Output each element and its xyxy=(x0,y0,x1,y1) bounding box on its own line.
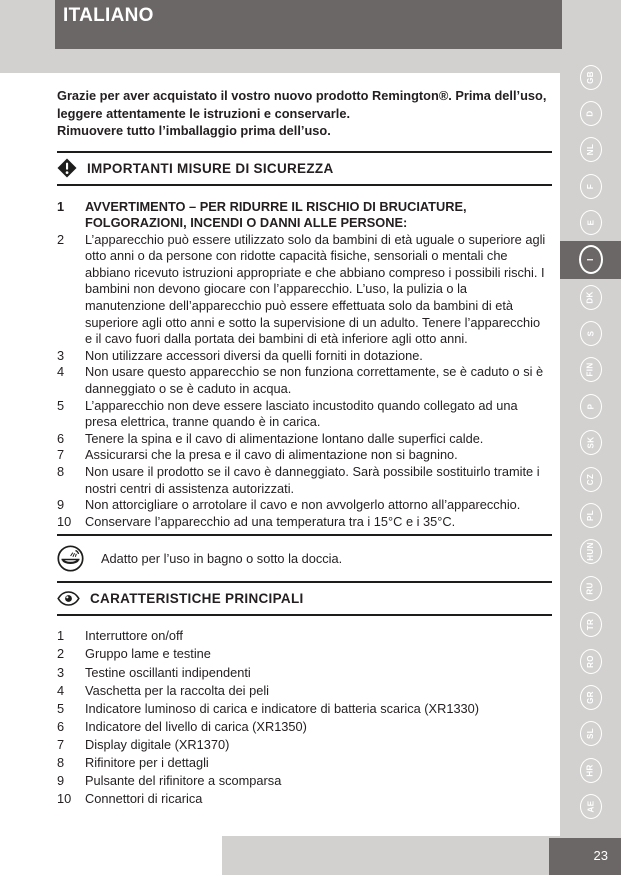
page-title: ITALIANO xyxy=(63,5,154,26)
item-number: 5 xyxy=(57,397,65,413)
intro-paragraph-1: Grazie per aver acquistato il vostro nuovo prodotto Remington®. Prima dell’uso, leggere attentamente le istruzioni e conservarle. xyxy=(57,88,547,121)
language-tab-ring xyxy=(580,685,602,710)
page-number-box xyxy=(549,838,621,875)
language-tab-ring xyxy=(580,576,602,601)
warning-icon xyxy=(57,158,77,178)
language-tab-ring xyxy=(580,137,602,162)
language-tab-ring xyxy=(580,65,602,90)
item-text: Non attorcigliare o arrotolare il cavo e non avvolgerlo attorno all’apparecchio. xyxy=(85,497,521,513)
language-tab-ring xyxy=(580,210,602,235)
item-text: Indicatore luminoso di carica e indicatore di batteria scarica (XR1330) xyxy=(85,700,480,716)
language-code: SK xyxy=(585,436,595,449)
list-item xyxy=(57,700,552,718)
language-tab xyxy=(560,534,621,570)
language-code: F xyxy=(585,183,595,190)
bath-shower-icon xyxy=(57,545,84,572)
section-header-safety xyxy=(57,153,552,184)
language-code: DK xyxy=(585,290,595,304)
language-tab xyxy=(560,570,621,606)
item-number: 6 xyxy=(57,430,65,446)
bath-suitability-note xyxy=(57,541,552,575)
intro-paragraph-2: Rimuovere tutto l’imballaggio prima dell’uso. xyxy=(57,123,331,138)
item-text: Display digitale (XR1370) xyxy=(85,736,230,752)
item-number: 8 xyxy=(57,755,65,771)
language-tab xyxy=(560,315,621,351)
item-text: Rifinitore per i dettagli xyxy=(85,755,209,771)
item-text: Pulsante del rifinitore a scomparsa xyxy=(85,773,282,789)
language-code: AE xyxy=(585,800,595,813)
language-tab xyxy=(560,241,621,279)
item-number: 1 xyxy=(57,198,65,214)
list-item xyxy=(57,664,552,682)
list-item xyxy=(57,364,552,397)
language-code: E xyxy=(586,219,595,226)
item-number: 4 xyxy=(57,682,65,698)
language-tab-sidebar xyxy=(560,59,621,825)
item-text: Indicatore del livello di carica (XR1350) xyxy=(85,718,307,734)
language-code: CZ xyxy=(586,473,595,485)
language-tab xyxy=(560,679,621,715)
item-text: Conservare l’apparecchio ad una temperatura tra i 15°C e i 35°C. xyxy=(85,513,456,529)
language-tab-ring xyxy=(580,758,602,783)
language-tab xyxy=(560,788,621,824)
language-tab-ring xyxy=(580,649,602,674)
language-code: GR xyxy=(586,691,595,704)
language-tab xyxy=(560,59,621,95)
list-item xyxy=(57,682,552,700)
item-text: Non usare questo apparecchio se non funziona correttamente, se è caduto o si è danneggiato o se è caduto in acqua. xyxy=(85,364,544,397)
language-code: S xyxy=(586,330,595,337)
language-tab xyxy=(560,352,621,388)
list-item xyxy=(57,718,552,736)
list-item xyxy=(57,447,552,464)
language-tab xyxy=(560,279,621,315)
list-item xyxy=(57,199,552,232)
item-number: 3 xyxy=(57,664,65,680)
language-tab xyxy=(560,132,621,168)
item-text: Assicurarsi che la presa e il cavo di alimentazione non si bagnino. xyxy=(85,447,458,463)
item-text: L’apparecchio non deve essere lasciato incustodito quando collegato ad una presa elettrica, tranne quando è in carica. xyxy=(85,397,518,430)
item-text: Non utilizzare accessori diversi da quelli forniti in dotazione. xyxy=(85,347,423,363)
language-code: D xyxy=(586,110,595,117)
language-tab xyxy=(560,388,621,424)
language-tab-ring xyxy=(580,430,602,455)
language-tab-ring xyxy=(580,539,602,564)
item-text: Gruppo lame e testine xyxy=(85,646,211,662)
language-code: FIN xyxy=(586,362,595,377)
section-title: CARATTERISTICHE PRINCIPALI xyxy=(90,591,304,607)
list-item xyxy=(57,736,552,754)
language-tab xyxy=(560,643,621,679)
language-tab xyxy=(560,497,621,533)
item-number: 3 xyxy=(57,347,65,363)
content-sheet xyxy=(0,73,560,875)
eye-icon xyxy=(57,591,80,606)
list-item xyxy=(57,464,552,497)
divider xyxy=(57,614,552,616)
item-number: 10 xyxy=(57,791,72,807)
language-tab xyxy=(560,425,621,461)
language-code: GB xyxy=(586,70,595,84)
language-code: HR xyxy=(585,764,595,777)
language-tab-ring xyxy=(580,357,602,382)
language-tab xyxy=(560,95,621,131)
language-code: PL xyxy=(586,509,595,521)
language-tab-ring xyxy=(580,101,602,126)
language-title-bar xyxy=(55,0,562,49)
footer-bar xyxy=(222,836,621,875)
language-tab xyxy=(560,461,621,497)
language-tab xyxy=(560,752,621,788)
language-code: P xyxy=(586,403,595,410)
item-number: 9 xyxy=(57,497,65,513)
language-tab xyxy=(560,606,621,642)
item-number: 9 xyxy=(57,773,65,789)
bath-note-text: Adatto per l’uso in bagno o sotto la doccia. xyxy=(101,550,343,566)
language-tab-ring xyxy=(580,794,602,819)
language-tab xyxy=(560,716,621,752)
item-number: 5 xyxy=(57,700,65,716)
item-text: L’apparecchio può essere utilizzato solo da bambini di età uguale o superiore agli otto anni o da persone con ridotte capacità fisiche, sensoriali o mentali che abbiano ricevuto istruzioni appropriate e che abbiano compreso i possibili rischi. I bambini non devono giocare con l’apparecchio. L’uso, la pulizia o la manutenzione dell’apparecchio può essere effettuata solo da bambini di età superiore agli otto anni e sotto la supervisione di un adulto. Tenere l’apparecchio e il cavo fuori dalla portata dei bambini di età inferiore agli otto anni. xyxy=(85,231,546,347)
language-tab-ring xyxy=(579,245,603,274)
item-number: 2 xyxy=(57,231,65,247)
language-tab xyxy=(560,205,621,241)
language-code: TR xyxy=(586,618,595,631)
language-code: NL xyxy=(586,144,595,156)
language-code: RO xyxy=(586,654,595,668)
item-number: 7 xyxy=(57,447,65,463)
item-number: 7 xyxy=(57,736,65,752)
language-tab-ring xyxy=(580,174,602,199)
list-item xyxy=(57,754,552,772)
item-text: Testine oscillanti indipendenti xyxy=(85,664,251,680)
list-item xyxy=(57,497,552,514)
list-item xyxy=(57,232,552,348)
divider xyxy=(57,184,552,186)
list-item xyxy=(57,514,552,531)
language-tab-ring xyxy=(580,467,602,492)
item-number: 2 xyxy=(57,646,65,662)
item-text: Interruttore on/off xyxy=(85,628,183,644)
features-list xyxy=(57,627,552,808)
item-text: AVVERTIMENTO – PER RIDURRE IL RISCHIO DI BRUCIATURE, FOLGORAZIONI, INCENDI O DANNI ALLE PERSONE: xyxy=(85,198,467,231)
item-number: 6 xyxy=(57,718,65,734)
item-number: 4 xyxy=(57,364,65,380)
item-number: 10 xyxy=(57,513,72,529)
language-tab-ring xyxy=(580,503,602,528)
list-item xyxy=(57,645,552,663)
item-text: Tenere la spina e il cavo di alimentazione lontano dalle superfici calde. xyxy=(85,430,484,446)
list-item xyxy=(57,772,552,790)
language-tab-ring xyxy=(580,394,602,419)
item-number: 8 xyxy=(57,464,65,479)
section-title: IMPORTANTI MISURE DI SICUREZZA xyxy=(87,160,334,176)
language-tab-ring xyxy=(580,285,602,310)
list-item xyxy=(57,348,552,365)
item-number: 1 xyxy=(57,628,65,644)
page-number: 23 xyxy=(593,848,608,863)
language-tab-ring xyxy=(580,321,602,346)
list-item xyxy=(57,431,552,448)
language-code: I xyxy=(586,258,595,262)
language-code: RU xyxy=(585,582,595,595)
language-tab-ring xyxy=(580,612,602,637)
language-code: SL xyxy=(586,728,595,740)
item-text: Connettori di ricarica xyxy=(85,791,203,807)
list-item xyxy=(57,627,552,645)
section-header-features xyxy=(57,583,552,614)
list-item xyxy=(57,790,552,808)
item-text: Vaschetta per la raccolta dei peli xyxy=(85,682,269,698)
divider xyxy=(57,534,552,536)
language-code: HUN xyxy=(585,542,595,562)
language-tab-ring xyxy=(580,721,602,746)
safety-list xyxy=(57,199,552,531)
list-item xyxy=(57,398,552,431)
language-tab xyxy=(560,168,621,204)
item-text: Non usare il prodotto se il cavo è danneggiato. Sarà possibile sostituirlo tramite i nostri centri di assistenza autorizzati. xyxy=(85,464,540,496)
